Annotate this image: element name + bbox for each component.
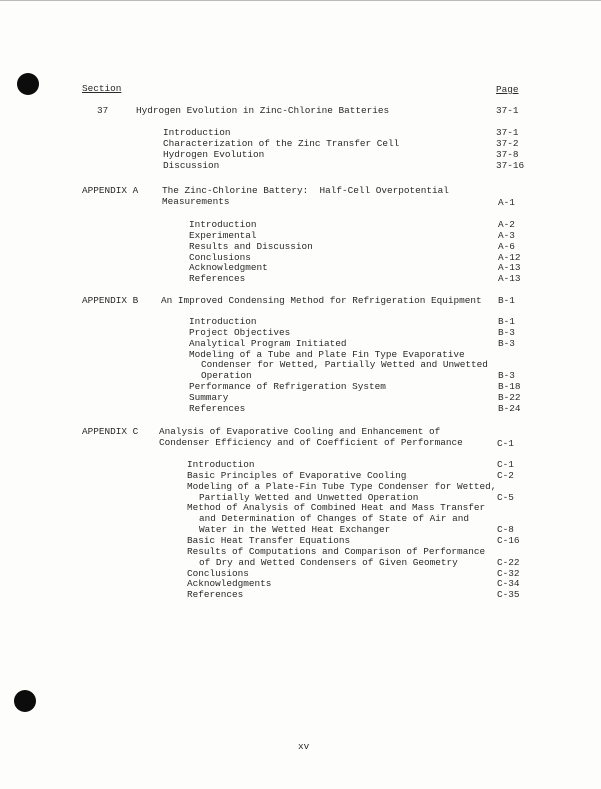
toc-item-line: Introduction xyxy=(187,459,255,470)
section-header: Section xyxy=(82,83,122,94)
toc-item-line: Introduction xyxy=(189,219,257,230)
toc-item-page: A-13 xyxy=(498,273,521,285)
toc-item-page: C-1 xyxy=(497,459,514,470)
section-number: 37 xyxy=(97,105,109,116)
toc-item-page: 37-1 xyxy=(496,127,519,138)
section-page: B-1 xyxy=(498,295,515,306)
section-title-line: Condenser Efficiency and of Coefficient of Performance xyxy=(159,436,463,448)
section-title-line: Measurements xyxy=(162,195,230,207)
toc-item-line: Condenser for Wetted, Partially Wetted and Unwetted xyxy=(201,359,488,371)
toc-item-line: Water in the Wetted Heat Exchanger xyxy=(199,524,391,536)
toc-item-line: Hydrogen Evolution xyxy=(163,148,265,160)
toc-item-line: Acknowledgments xyxy=(187,578,272,590)
toc-item-page: B-3 xyxy=(498,337,515,349)
toc-item-page: B-1 xyxy=(498,316,515,327)
toc-item-line: Modeling of a Plate-Fin Tube Type Condenser for Wetted, xyxy=(187,480,497,492)
toc-item-line: Performance of Refrigeration System xyxy=(189,381,386,393)
scan-top-edge xyxy=(0,0,601,1)
toc-item-line: References xyxy=(189,402,246,414)
toc-item-line: Modeling of a Tube and Plate Fin Type Evaporative xyxy=(189,348,465,360)
page-number: xv xyxy=(298,741,310,752)
punch-hole-top xyxy=(17,73,39,95)
toc-item-line: Operation xyxy=(201,370,252,382)
section-page: 37-1 xyxy=(496,105,519,116)
punch-hole-bottom xyxy=(14,690,36,712)
section-title-line: An Improved Condensing Method for Refrigeration Equipment xyxy=(161,295,482,306)
toc-item-line: Results of Computations and Comparison of Performance xyxy=(187,545,486,557)
section-page: A-1 xyxy=(498,196,515,208)
toc-item-page: C-35 xyxy=(497,589,520,601)
toc-item-page: A-12 xyxy=(498,251,521,263)
toc-item-line: Basic Principles of Evaporative Cooling xyxy=(187,469,407,481)
toc-item-line: Acknowledgment xyxy=(189,262,268,274)
toc-item-page: A-3 xyxy=(498,229,515,241)
toc-item-line: Summary xyxy=(189,391,229,403)
toc-item-line: Experimental xyxy=(189,229,257,241)
toc-item-page: A-2 xyxy=(498,219,515,230)
toc-item-line: Introduction xyxy=(163,127,231,138)
toc-item-line: Results and Discussion xyxy=(189,240,313,252)
toc-item-line: Project Objectives xyxy=(189,326,291,338)
toc-item-page: B-3 xyxy=(498,326,515,338)
toc-item-page: A-6 xyxy=(498,240,515,252)
toc-item-line: Discussion xyxy=(163,159,220,171)
toc-item-page: B-24 xyxy=(498,402,521,414)
toc-item-page: C-8 xyxy=(497,524,514,536)
toc-item-page: 37-16 xyxy=(496,159,525,171)
toc-item-line: Conclusions xyxy=(189,251,251,263)
toc-item-line: Basic Heat Transfer Equations xyxy=(187,534,351,546)
section-title-line: Analysis of Evaporative Cooling and Enhancement of xyxy=(159,426,441,437)
toc-item-page: B-3 xyxy=(498,370,515,382)
toc-item-line: Method of Analysis of Combined Heat and Mass Transfer xyxy=(187,502,486,514)
toc-item-line: Introduction xyxy=(189,316,257,327)
section-title-line: Hydrogen Evolution in Zinc-Chlorine Batteries xyxy=(136,105,390,116)
section-number: APPENDIX B xyxy=(82,295,139,306)
toc-item-page: C-32 xyxy=(497,567,520,579)
toc-item-page: A-13 xyxy=(498,262,521,274)
toc-item-line: and Determination of Changes of State of Air and xyxy=(199,513,470,525)
toc-item-line: References xyxy=(189,273,246,285)
toc-item-page: B-22 xyxy=(498,391,521,403)
section-number: APPENDIX C xyxy=(82,426,139,437)
toc-item-page: 37-2 xyxy=(496,137,519,149)
toc-item-line: Conclusions xyxy=(187,567,249,579)
toc-item-page: 37-8 xyxy=(496,148,519,160)
toc-item-page: B-18 xyxy=(498,381,521,393)
toc-item-page: C-2 xyxy=(497,469,514,481)
section-title-line: The Zinc-Chlorine Battery: Half-Cell Overpotential xyxy=(162,185,449,196)
toc-item-line: Characterization of the Zinc Transfer Cell xyxy=(163,137,400,149)
section-number: APPENDIX A xyxy=(82,185,139,196)
toc-item-line: References xyxy=(187,589,244,601)
toc-item-page: C-34 xyxy=(497,578,520,590)
toc-item-line: of Dry and Wetted Condensers of Given Geometry xyxy=(199,556,458,568)
toc-item-line: Partially Wetted and Unwetted Operation xyxy=(199,491,419,503)
toc-item-page: C-16 xyxy=(497,534,520,546)
page-header: Page xyxy=(496,84,519,95)
toc-item-page: C-5 xyxy=(497,491,514,503)
section-page: C-1 xyxy=(497,437,514,449)
toc-item-page: C-22 xyxy=(497,556,520,568)
toc-item-line: Analytical Program Initiated xyxy=(189,337,347,349)
